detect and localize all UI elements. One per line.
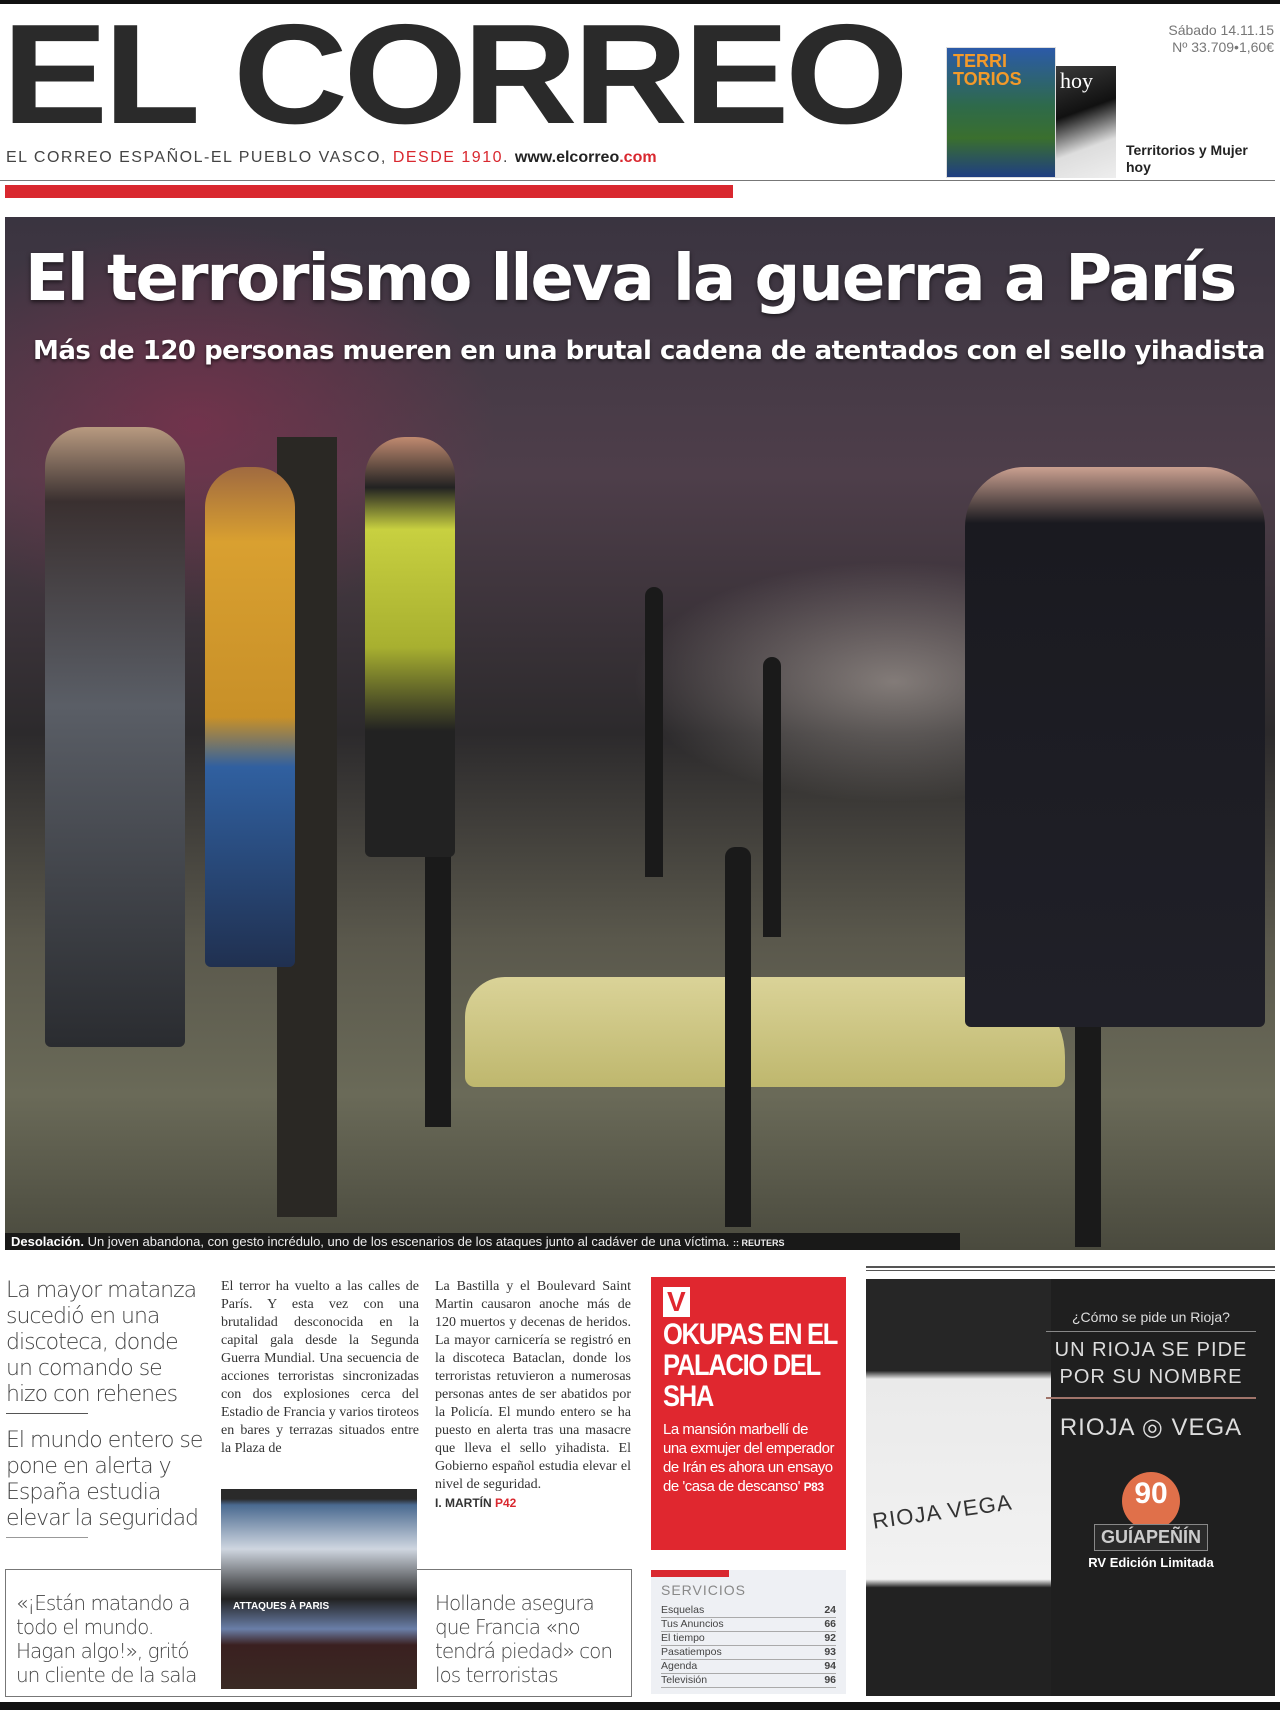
person-figure [205,467,295,967]
bottom-border [0,1702,1280,1710]
side-headline-2[interactable]: El mundo entero se pone en alerta y España estudia elevar la seguridad [6,1428,203,1531]
territorios-cover[interactable] [946,47,1056,178]
servicios-page: 92 [824,1632,836,1644]
story-column-2 [435,1278,631,1512]
servicios-title: SERVICIOS [661,1582,746,1598]
photo-caption [5,1233,960,1250]
quote-hollande[interactable]: Hollande asegura que Francia «no tendrá piedad» con los terroristas [435,1591,613,1687]
story-text: La Bastilla y el Boulevard Saint Martin causaron anoche más de 120 muertos y decenas de heridos. La mayor carnicería se registró en la discoteca Bataclan, donde los terroristas retuvieron a numerosas personas antes de ser abatidos por la Policía. El mundo entero se ha puesto en alerta tras una masacre que lleva el sello yihadista. El Gobierno español estudia elevar el nivel de seguridad. [435,1279,631,1492]
masthead-logo: EL CORREO [2,0,905,154]
tv-banner: ATTAQUES À PARIS [233,1601,330,1612]
servicios-label: Esquelas [661,1604,705,1616]
servicios-index [651,1570,846,1694]
bollard [725,847,751,1227]
servicios-list [661,1604,836,1688]
bottle-label: RIOJA VEGA [870,1489,1014,1534]
servicios-item[interactable] [661,1660,836,1674]
lead-headline: El terrorismo lleva la guerra a París [25,242,1236,316]
v-page-ref: P83 [803,1480,824,1494]
author: I. MARTÍN [435,1496,495,1510]
servicios-label: Pasatiempos [661,1646,722,1658]
wine-bottle [866,1279,1051,1696]
v-headline: OKUPAS EN EL PALACIO DEL SHA [663,1318,837,1413]
hollande-tv-photo [221,1489,417,1689]
servicios-page: 24 [824,1604,836,1616]
ad-question: ¿Cómo se pide un Rioja? [1046,1309,1256,1332]
side-divider [6,1537,88,1538]
servicios-label: El tiempo [661,1632,705,1644]
tagline-text: EL CORREO ESPAÑOL-EL PUEBLO VASCO, [6,149,393,166]
header-divider [0,180,1275,181]
servicios-page: 94 [824,1660,836,1672]
lead-subhead: Más de 120 personas mueren en una brutal cadena de atentados con el sello yihadista [33,336,1265,366]
ad-edition: RV Edición Limitada [1088,1555,1214,1570]
bollard [645,587,663,877]
bollard [425,817,451,1127]
servicios-label: Agenda [661,1660,698,1672]
servicios-label: Televisión [661,1674,708,1686]
servicios-item[interactable] [661,1604,836,1618]
url-main: www.elcorreo [514,149,620,166]
servicios-item[interactable] [661,1646,836,1660]
issue-info [1168,22,1274,56]
cover-title: hoy [1060,68,1093,93]
since-text: DESDE 1910 [392,149,503,166]
ad-divider [866,1266,1275,1271]
servicios-page: 66 [824,1618,836,1630]
bollard [763,657,781,937]
supplements-label: Territorios y Mujer hoy [1126,142,1248,175]
servicios-item[interactable] [661,1674,836,1688]
side-headline-1[interactable]: La mayor matanza sucedió en una discoteca, donde un comando se hizo con rehenes [6,1278,197,1407]
website-link[interactable] [515,149,657,166]
servicios-page: 96 [824,1674,836,1686]
side-divider [6,1413,88,1414]
ad-brand: RIOJA ◎ VEGA [1059,1414,1243,1441]
issue-date: Sábado 14.11.15 [1168,22,1274,38]
young-man-figure [45,427,185,1047]
police-figures [965,467,1265,1027]
servicios-page: 93 [824,1646,836,1658]
masthead-tagline: EL CORREO ESPAÑOL-EL PUEBLO VASCO, DESDE 1910. www.elcorreo.com [6,149,657,166]
rioja-vega-ad[interactable] [866,1279,1275,1696]
mujer-hoy-cover[interactable] [1056,66,1116,178]
servicios-label: Tus Anuncios [661,1618,724,1630]
caption-lead: Desolación. [11,1234,84,1249]
servicios-item[interactable] [661,1632,836,1646]
issue-number: Nº 33.709•1,60€ [1172,39,1274,55]
byline [435,1494,631,1512]
lead-photo [5,217,1275,1250]
servicios-accent [651,1570,729,1577]
ad-score: 90 [1122,1472,1180,1530]
red-accent-bar [5,185,733,198]
ad-guide: GUÍAPEÑÍN [1094,1524,1208,1551]
page-ref[interactable]: P42 [495,1496,517,1510]
photo-credit: :: REUTERS [732,1238,785,1248]
url-tld: .com [619,149,657,166]
ad-headline: UN RIOJA SE PIDE POR SU NOMBRE [1046,1332,1256,1399]
v-feature-box[interactable] [651,1277,846,1550]
quote-client[interactable]: «¡Están matando a todo el mundo. Hagan algo!», gritó un cliente de la sala [16,1591,197,1687]
servicios-item[interactable] [661,1618,836,1632]
v-text [663,1420,834,1497]
responder-figure [365,437,455,857]
caption-text: Un joven abandona, con gesto incrédulo, uno de los escenarios de los ataques junto al cadáver de una víctima. [83,1234,733,1249]
v-logo: V [663,1287,690,1317]
cover-title: TERRI TORIOS [953,51,1022,89]
v-body: La mansión marbellí de una exmujer del emperador de Irán es ahora un ensayo de 'casa de descanso' [663,1421,834,1495]
ad-copy [1046,1309,1256,1570]
story-column-1: El terror ha vuelto a las calles de París. Y esta vez con una brutalidad desconocida en la capital gala desde la Segunda Guerra Mundial. Una secuencia de acciones terroristas sincronizadas con dos explosiones cerca del Estadio de Francia y varios tiroteos en bares y terrazas situados entre la Plaza de [221,1279,419,1456]
